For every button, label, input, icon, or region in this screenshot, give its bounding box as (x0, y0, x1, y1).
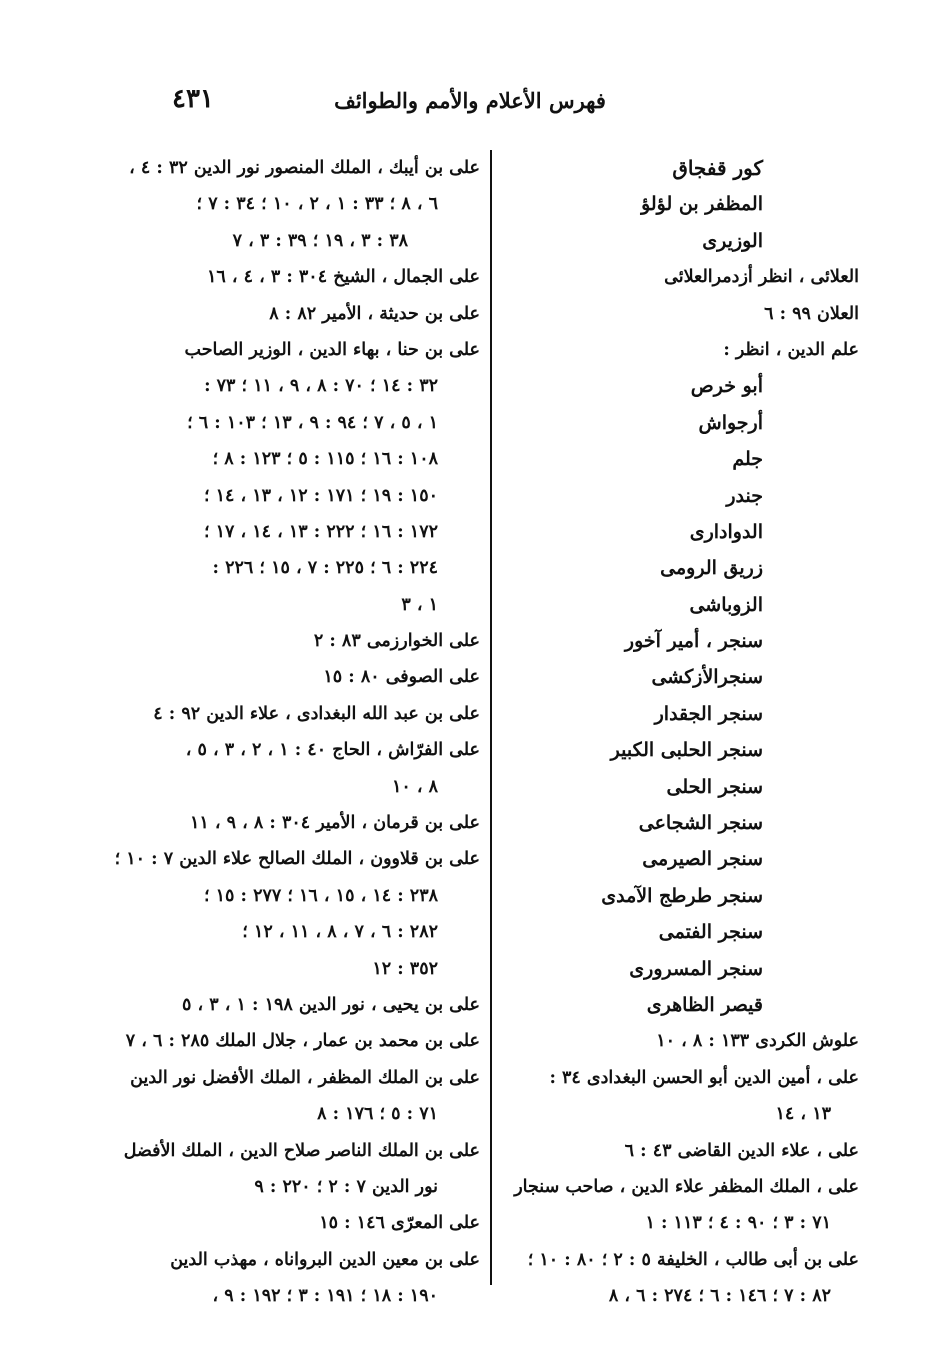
index-entry: على الفرّاش ، الحاج ٤٠ : ١ ، ٢ ، ٣ ، ٥ ، (185, 740, 480, 761)
index-entry: على الصوفى ٨٠ : ١٥ (323, 667, 480, 688)
index-entry-continuation: ٣٥٢ : ١٢ (372, 958, 438, 979)
index-entry: على بن الملك المظفر ، الملك الأفضل نور الدين (130, 1067, 480, 1088)
index-entry-continuation: ١٠٨ : ١٦ ؛ ١١٥ : ٥ ؛ ١٢٣ : ٨ ؛ (212, 449, 438, 470)
index-entry-continuation: ٨٢ : ٧ ؛ ١٤٦ : ٦ ؛ ٢٧٤ : ٦ ، ٨ (608, 1286, 831, 1307)
index-entry-continuation: ١ ، ٣ (401, 594, 438, 615)
index-entry: سنجر ، أمير آخور (624, 630, 763, 653)
index-entry-continuation: ٢٢٤ : ٦ ؛ ٢٢٥ : ٧ ، ١٥ ؛ ٢٢٦ : (212, 558, 438, 579)
index-entry: سنجرالأزكشى (651, 666, 763, 689)
index-entry-continuation: ٧١ : ٣ ؛ ٩٠ : ٤ ؛ ١١٣ : ١ (645, 1213, 831, 1234)
index-entry-continuation: ٨ ، ١٠ (391, 776, 438, 797)
index-entry: كور قفجاق (672, 156, 763, 180)
index-entry-continuation: ١٧٢ : ١٦ ؛ ٢٢٢ : ١٣ ، ١٤ ، ١٧ ؛ (203, 521, 438, 542)
index-entry-continuation: ٣٢ : ١٤ ؛ ٧٠ : ٨ ، ٩ ، ١١ ؛ ٧٣ : (204, 376, 438, 397)
index-entry: جندر (726, 484, 763, 507)
page-number: ٤٣١ (172, 84, 214, 114)
index-entry: علوش الكردى ١٣٣ : ٨ ، ١٠ (656, 1031, 859, 1052)
index-entry: على بن محمد بن عمار ، جلال الملك ٢٨٥ : ٦ ، ٧ (125, 1031, 480, 1052)
index-entry: على بن أيبك ، الملك المنصور نور الدين ٣٢ : ٤ ، (129, 158, 480, 178)
index-entry: سنجر الحلبى الكبير (610, 739, 763, 762)
index-entry: على بن قلاوون ، الملك الصالح علاء الدين ٧ : ١٠ ؛ (114, 849, 480, 870)
index-entry-continuation: ١٩٠ : ١٨ ؛ ١٩١ : ٣ ؛ ١٩٢ : ٩ ، (212, 1286, 438, 1307)
index-column-left (114, 150, 480, 1315)
index-column-right (505, 150, 859, 1315)
index-entry-continuation: ٧١ : ٥ ؛ ١٧٦ : ٨ (317, 1104, 438, 1125)
page-title: فهرس الأعلام والأمم والطوائف (334, 88, 606, 113)
index-entry: على بن عبد الله البغدادى ، علاء الدين ٩٢ : ٤ (153, 703, 480, 724)
index-entry: الدوادارى (689, 520, 763, 543)
index-entry: سنجر الفتمى (658, 921, 763, 944)
index-entry: على بن يحيى ، نور الدين ١٩٨ : ١ ، ٣ ، ٥ (182, 994, 480, 1015)
index-entry: أرجواش (698, 411, 763, 434)
index-entry-continuation: ١٥٠ : ١٩ ؛ ١٧١ : ١٢ ، ١٣ ، ١٤ ؛ (203, 485, 438, 506)
index-entry-continuation: نور الدين ٧ : ٢ ؛ ٢٢٠ : ٩ (254, 1176, 438, 1197)
index-entry: قيصر الظاهرى (646, 993, 763, 1016)
index-entry: سنجر الشجاعى (638, 812, 763, 835)
index-entry-continuation: ٢٨٢ : ٦ ، ٧ ، ٨ ، ١١ ، ١٢ ؛ (242, 922, 438, 943)
index-entry: على المعرّى ١٤٦ : ١٥ (319, 1213, 480, 1234)
index-entry-continuation: ١٣ ، ١٤ (775, 1104, 831, 1125)
index-entry-continuation: ٣٨ : ٣ ، ١٩ ؛ ٣٩ : ٣ ، ٧ (232, 230, 408, 251)
index-entry: على بن أبى طالب ، الخليفة ٥ : ٢ ؛ ٨٠ : ١٠ ؛ (527, 1249, 859, 1270)
index-entry: سنجر المسرورى (629, 957, 763, 980)
index-entry: على بن معين الدين البرواناه ، مهذب الدين (170, 1249, 480, 1270)
index-entry: علم الدين ، انظر : (723, 339, 859, 360)
index-entry: على ، الملك المظفر علاء الدين ، صاحب سنجار (514, 1176, 859, 1197)
index-entry: على بن قرمان ، الأمير ٣٠٤ : ٨ ، ٩ ، ١١ (189, 813, 480, 834)
index-entry: على ، علاء الدين القاضى ٤٣ : ٦ (624, 1140, 859, 1161)
index-entry: المظفر بن لؤلؤ (641, 193, 763, 216)
index-entry: على الخوارزمى ٨٣ : ٢ (313, 631, 480, 652)
index-entry: على ، أمين الدين أبو الحسن البغدادى ٣٤ : (549, 1067, 859, 1088)
index-entry: زريق الرومى (660, 557, 763, 580)
index-entry: سنجر الجقدار (654, 702, 763, 725)
index-entry: العلان ٩٩ : ٦ (764, 303, 859, 324)
index-entry: أبو خرص (690, 375, 763, 398)
index-entry: سنجر الصيرمى (642, 848, 763, 871)
index-entry: العلائى ، انظر أزدمرالعلائى (664, 267, 859, 288)
index-entry: على بن الملك الناصر صلاح الدين ، الملك الأفضل (123, 1140, 480, 1161)
index-entry: على بن حنا ، بهاء الدين ، الوزير الصاحب (184, 339, 480, 360)
index-entry-continuation: ٢٣٨ : ١٤ ، ١٥ ، ١٦ ؛ ٢٧٧ : ١٥ ؛ (203, 885, 438, 906)
index-entry: سنجر طرطج الآمدى (601, 884, 763, 907)
index-entry-continuation: ٦ ، ٨ ؛ ٣٣ : ١ ، ٢ ، ١٠ ؛ ٣٤ : ٧ ؛ (196, 194, 438, 215)
index-entry: الزوباشى (689, 593, 763, 616)
index-entry: على بن حديثة ، الأمير ٨٢ : ٨ (269, 303, 480, 324)
index-entry: الوزيرى (702, 229, 763, 252)
index-entry-continuation: ١ ، ٥ ، ٧ ؛ ٩٤ : ٩ ، ١٣ ؛ ١٠٣ : ٦ ؛ (187, 412, 438, 433)
column-divider (490, 150, 492, 1285)
index-entry: جلم (732, 448, 763, 471)
index-entry: سنجر الحلى (666, 775, 763, 798)
index-entry: على الجمال ، الشيخ ٣٠٤ : ٣ ، ٤ ، ١٦ (206, 267, 480, 288)
